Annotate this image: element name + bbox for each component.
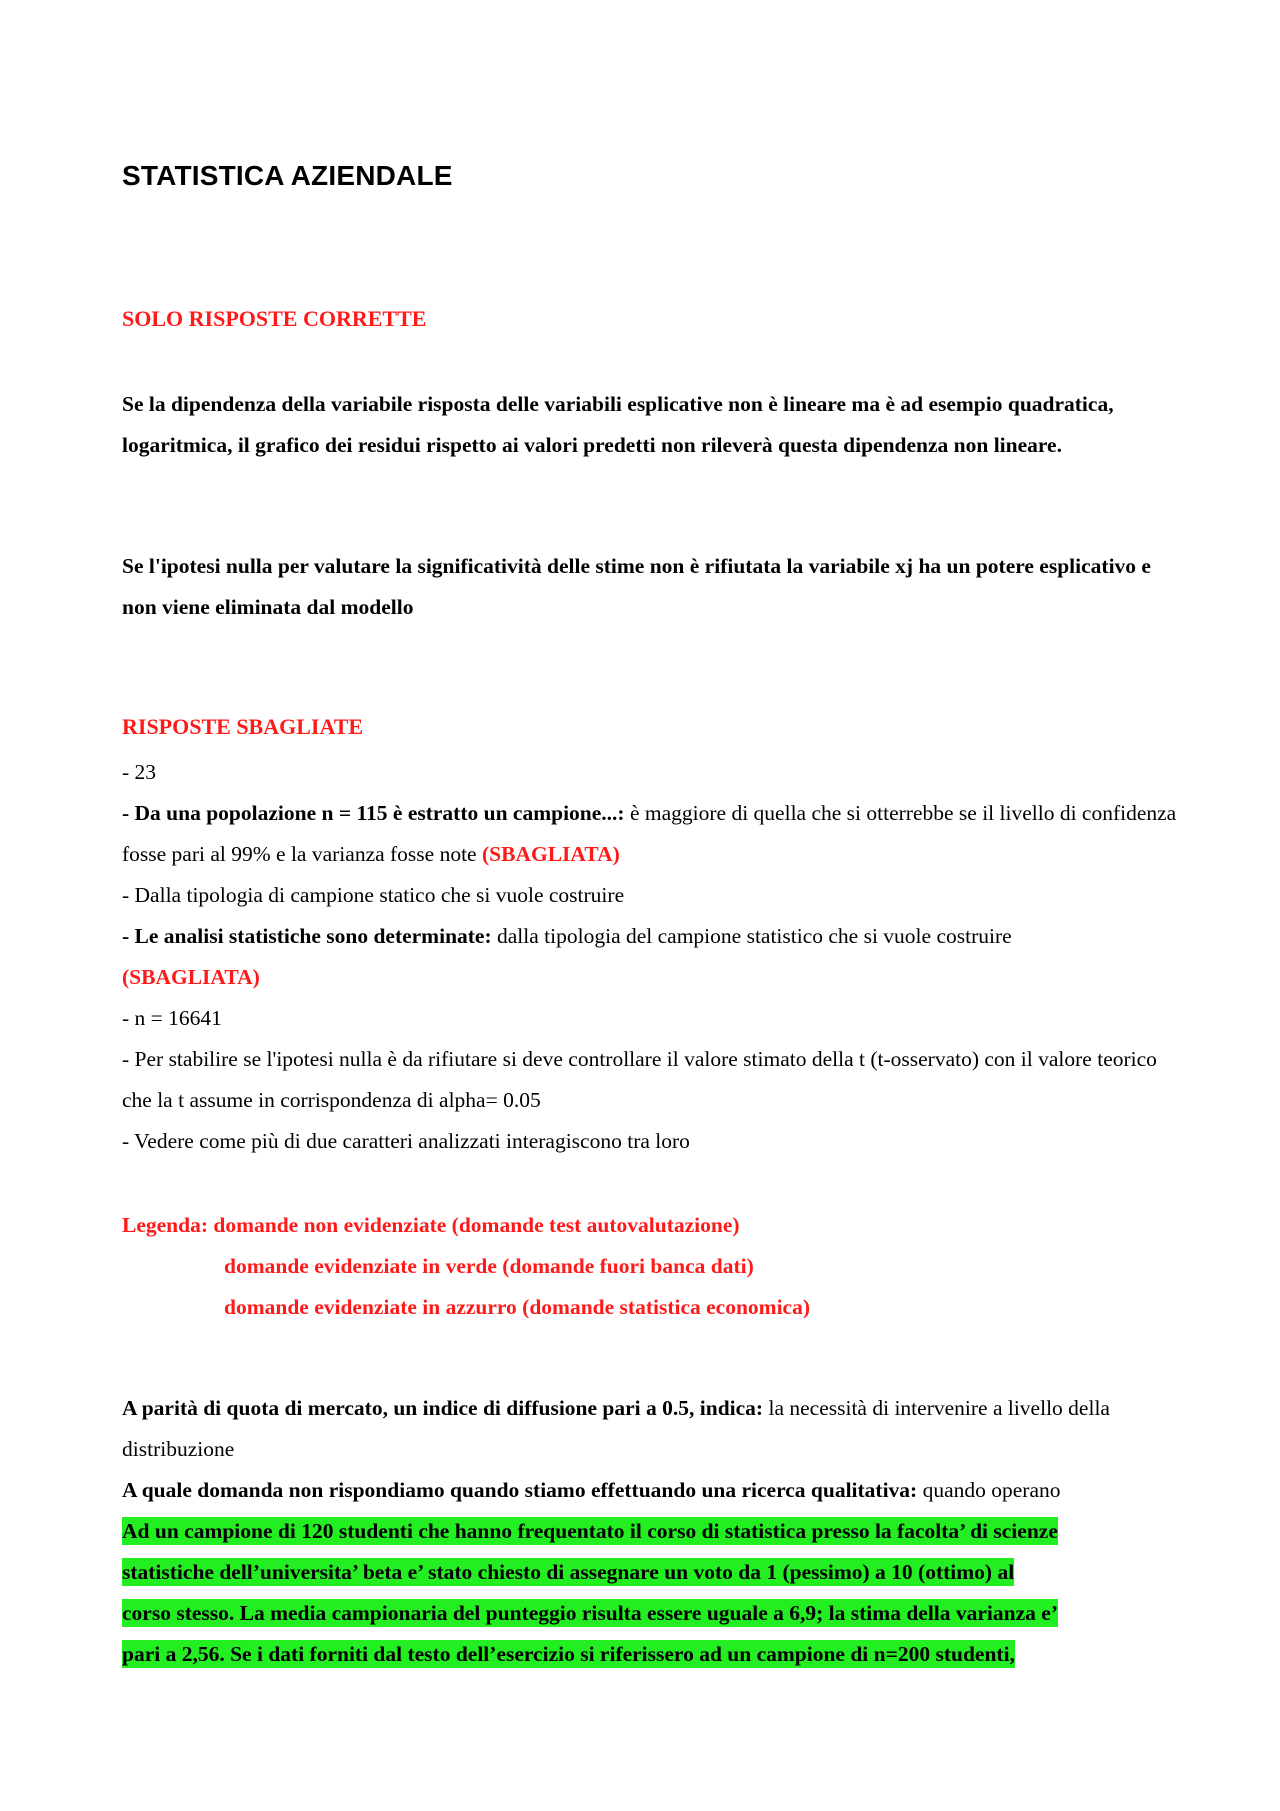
question-text: A parità di quota di mercato, un indice di diffusione pari a 0.5, indica:: [122, 1396, 764, 1420]
list-item: - Dalla tipologia di campione statico che si vuole costruire: [122, 883, 625, 907]
wrong-tag: (SBAGLIATA): [481, 842, 620, 866]
correct-answers-heading: SOLO RISPOSTE CORRETTE: [122, 306, 427, 331]
legend-label: Legenda:: [122, 1213, 208, 1237]
question-text: - Da una popolazione n = 115 è estratto un campione...:: [122, 801, 625, 825]
green-highlight-text: corso stesso. La media campionaria del punteggio risulta essere uguale a 6,9; la stima della varianza e’: [122, 1601, 1058, 1625]
answer-text: è maggiore di quella che si otterrebbe se il livello di confidenza fosse pari al 99% e la varianza fosse note: [122, 801, 1177, 866]
highlighted-question-line: [122, 1552, 1182, 1593]
legend-row: [122, 1246, 810, 1287]
legend-entry: domande evidenziate in verde (domande fuori banca dati): [224, 1254, 754, 1278]
correct-answer-2: Se l'ipotesi nulla per valutare la significatività delle stime non è rifiutata la variabile xj ha un potere esplicativo e non viene eliminata dal modello: [122, 554, 1151, 619]
legend-entry: domande evidenziate in azzurro (domande statistica economica): [224, 1295, 811, 1319]
question-text: - Le analisi statistiche sono determinate:: [122, 924, 492, 948]
highlighted-question-line: [122, 1634, 1182, 1675]
answer-text: quando operano: [917, 1478, 1061, 1502]
document-title: STATISTICA AZIENDALE: [122, 160, 453, 191]
green-highlight-text: pari a 2,56. Se i dati forniti dal testo dell’esercizio si riferissero ad un campione di n=200 studenti,: [122, 1642, 1015, 1666]
qa-item: [122, 1388, 1182, 1470]
legend-row: [122, 1205, 810, 1246]
legend-row: [122, 1287, 810, 1328]
list-item: - Per stabilire se l'ipotesi nulla è da rifiutare si deve controllare il valore stimato della t (t-osservato) con il valore teorico che la t assume in corrispondenza di alpha= 0.05: [122, 1047, 1157, 1112]
qa-item: [122, 1470, 1182, 1511]
legend: [122, 1205, 810, 1328]
highlighted-question-line: [122, 1593, 1182, 1634]
list-item: - 23: [122, 760, 157, 784]
answer-text: dalla tipologia del campione statistico che si vuole costruire: [491, 924, 1012, 948]
green-highlight-text: statistiche dell’universita’ beta e’ stato chiesto di assegnare un voto da 1 (pessimo) a 10 (ottimo) al: [122, 1560, 1015, 1584]
correct-answer-1: Se la dipendenza della variabile risposta delle variabili esplicative non è lineare ma è ad esempio quadratica, logaritmica, il grafico dei residui rispetto ai valori predetti non rileverà questa dipendenza non lineare.: [122, 392, 1114, 457]
questions-section: [122, 1388, 1182, 1675]
legend-entry: domande non evidenziate (domande test autovalutazione): [213, 1213, 740, 1237]
list-item: [122, 793, 1182, 875]
highlighted-question-line: [122, 1511, 1182, 1552]
question-text: A quale domanda non rispondiamo quando stiamo effettuando una ricerca qualitativa:: [122, 1478, 918, 1502]
list-item: - Vedere come più di due caratteri analizzati interagiscono tra loro: [122, 1129, 690, 1153]
list-item: [122, 916, 1182, 998]
answer-text: la necessità di intervenire a livello della distribuzione: [122, 1396, 1110, 1461]
wrong-answers-list: [122, 752, 1182, 1162]
green-highlight-text: Ad un campione di 120 studenti che hanno frequentato il corso di statistica presso la facolta’ di scienze: [122, 1519, 1058, 1543]
wrong-tag: (SBAGLIATA): [122, 965, 260, 989]
wrong-answers-heading: RISPOSTE SBAGLIATE: [122, 714, 364, 739]
list-item: - n = 16641: [122, 1006, 222, 1030]
